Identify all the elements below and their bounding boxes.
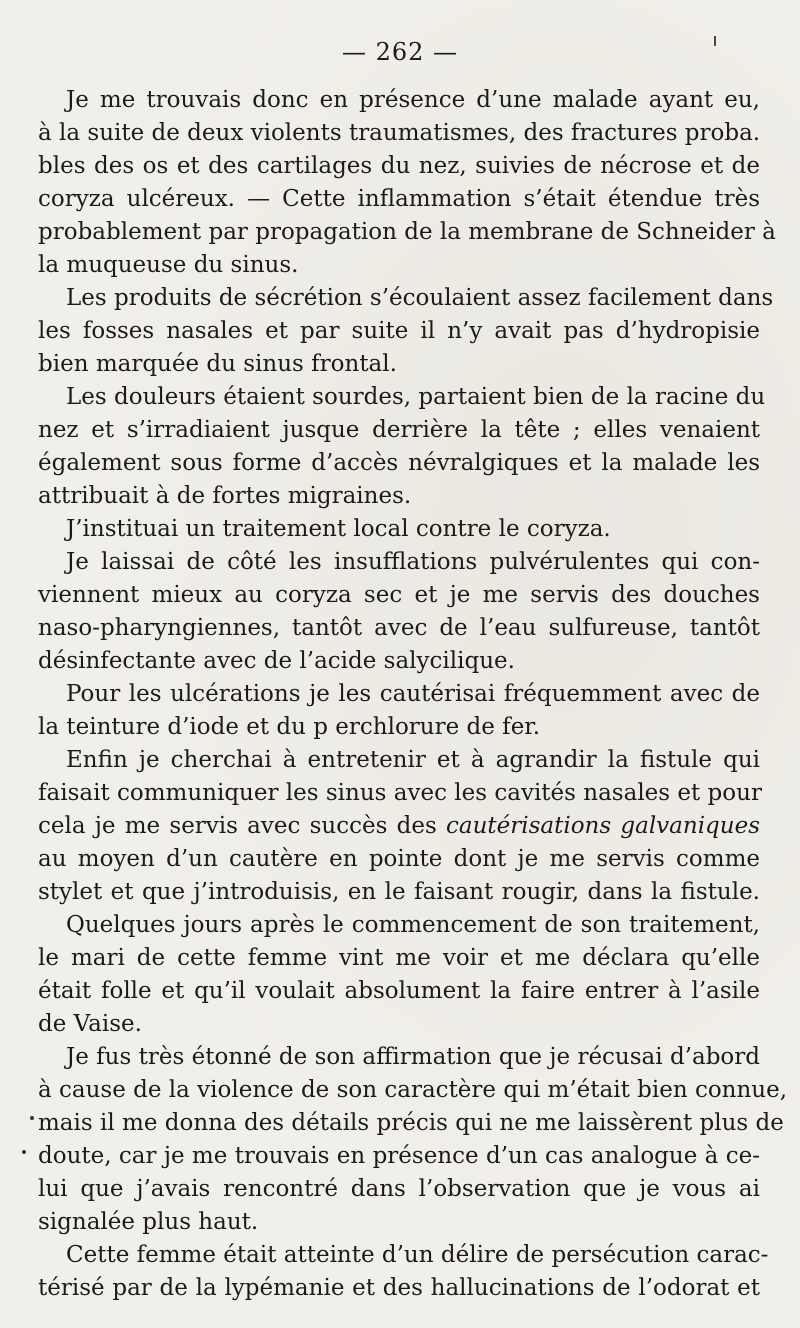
text-run: cela je me servis avec succès des bbox=[38, 813, 446, 839]
text-line: doute, car je me trouvais en présence d’un cas analogue à ce- bbox=[38, 1143, 760, 1169]
ink-speck bbox=[22, 1150, 26, 1154]
text-line: mais il me donna des détails précis qui ne me laissèrent plus de bbox=[38, 1110, 784, 1136]
text-line: stylet et que j’introduisis, en le faisant rougir, dans la fistule. bbox=[38, 879, 760, 905]
italic-text-run: cautérisations galvaniques bbox=[445, 813, 760, 839]
text-line: Les douleurs étaient sourdes, partaient bien de la racine du bbox=[66, 384, 766, 410]
text-line: Les produits de sécrétion s’écoulaient assez facilement dans bbox=[66, 285, 774, 311]
text-line: de Vaise. bbox=[38, 1011, 142, 1037]
text-line: les fosses nasales et par suite il n’y avait pas d’hydropisie bbox=[38, 318, 760, 344]
text-line: bien marquée du sinus frontal. bbox=[38, 351, 397, 377]
text-line: Cette femme était atteinte d’un délire de persécution carac- bbox=[66, 1242, 769, 1268]
text-line: coryza ulcéreux. — Cette inflammation s’était étendue très bbox=[38, 186, 760, 212]
text-line: à cause de la violence de son caractère qui m’était bien connue, bbox=[38, 1077, 788, 1103]
ink-speck bbox=[30, 1116, 34, 1120]
page-number: — 262 — bbox=[341, 38, 459, 66]
text-line: naso-pharyngiennes, tantôt avec de l’eau sulfureuse, tantôt bbox=[38, 615, 760, 641]
text-line: la teinture d’iode et du p erchlorure de fer. bbox=[38, 714, 541, 740]
text-line bbox=[38, 810, 760, 843]
text-line: viennent mieux au coryza sec et je me servis des douches bbox=[38, 582, 760, 608]
text-line: était folle et qu’il voulait absolument la faire entrer à l’asile bbox=[38, 978, 760, 1004]
text-line: Quelques jours après le commencement de son traitement, bbox=[66, 912, 760, 938]
text-line: Enfin je cherchai à entretenir et à agrandir la fistule qui bbox=[66, 747, 760, 773]
text-line: Pour les ulcérations je les cautérisai fréquemment avec de bbox=[66, 681, 760, 707]
text-line: également sous forme d’accès névralgiques et la malade les bbox=[38, 450, 760, 476]
text-line: à la suite de deux violents traumatismes, des fractures proba. bbox=[38, 120, 761, 146]
text-line: bles des os et des cartilages du nez, suivies de nécrose et de bbox=[38, 153, 760, 179]
text-line: lui que j’avais rencontré dans l’observation que je vous ai bbox=[38, 1176, 760, 1202]
body-text bbox=[38, 84, 788, 1305]
text-line: nez et s’irradiaient jusque derrière la tête ; elles venaient bbox=[38, 417, 760, 443]
text-line: signalée plus haut. bbox=[38, 1209, 259, 1235]
text-line: Je laissai de côté les insufflations pulvérulentes qui con- bbox=[66, 549, 760, 575]
text-line: le mari de cette femme vint me voir et me déclara qu’elle bbox=[38, 945, 760, 971]
text-line: probablement par propagation de la membrane de Schneider à bbox=[38, 219, 776, 245]
text-line: Je me trouvais donc en présence d’une malade ayant eu, bbox=[66, 87, 760, 113]
text-line: attribuait à de fortes migraines. bbox=[38, 483, 412, 509]
text-line: J’instituai un traitement local contre le coryza. bbox=[66, 516, 611, 542]
text-line: au moyen d’un cautère en pointe dont je me servis comme bbox=[38, 846, 760, 872]
text-line: Je fus très étonné de son affirmation que je récusai d’abord bbox=[66, 1044, 760, 1070]
text-line: désinfectante avec de l’acide salycilique. bbox=[38, 648, 515, 674]
text-line: faisait communiquer les sinus avec les cavités nasales et pour bbox=[38, 780, 762, 806]
text-line: térisé par de la lypémanie et des hallucinations de l’odorat et bbox=[38, 1275, 760, 1301]
text-line: la muqueuse du sinus. bbox=[38, 252, 299, 278]
